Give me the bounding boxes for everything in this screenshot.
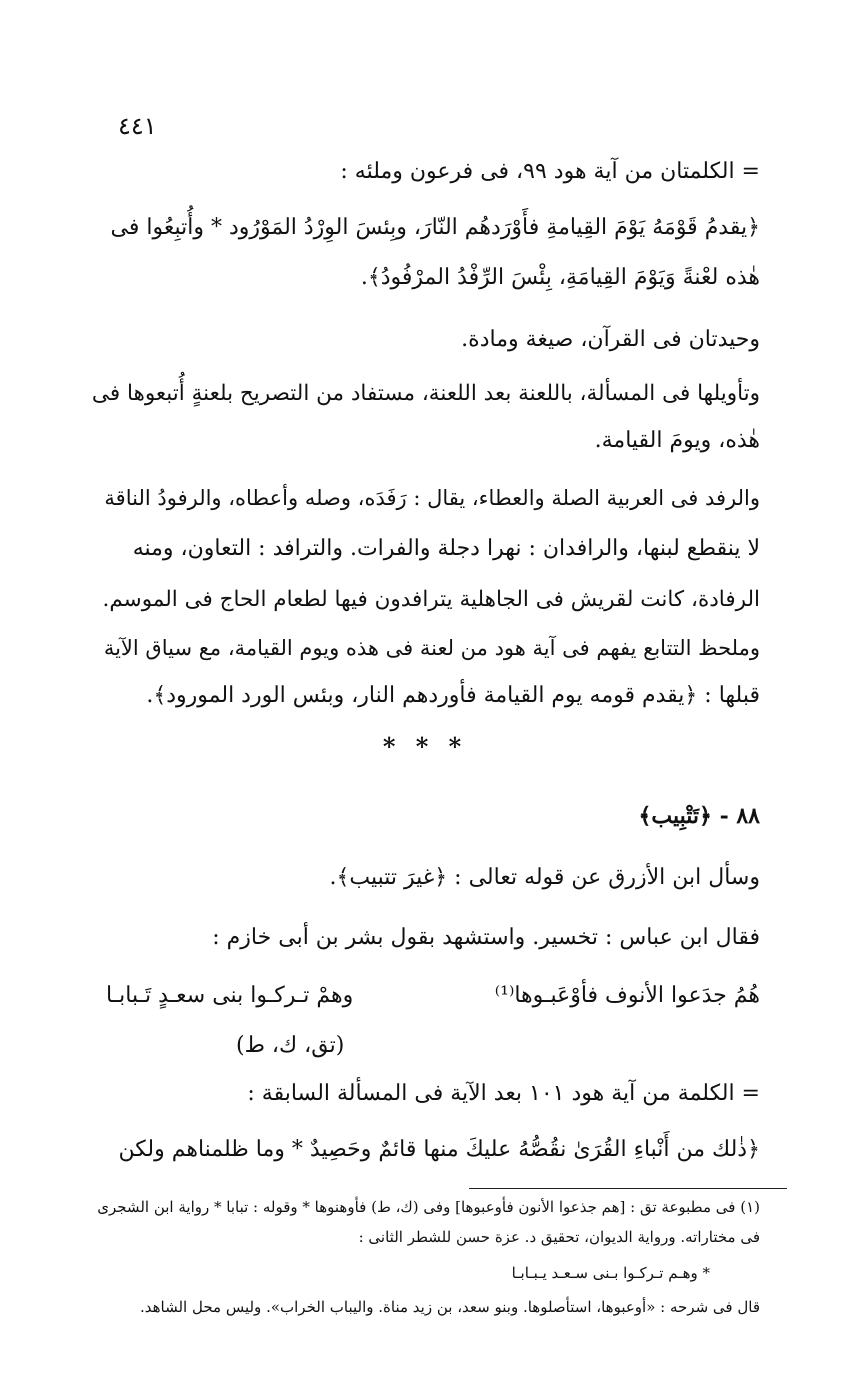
footnote-separator: [469, 1188, 787, 1189]
text-line-5: وتأويلها فى المسألة، باللعنة بعد اللعنة، مستفاد من التصريح بلعنةٍ أُتبعوها فى: [91, 381, 760, 406]
section-divider-stars: * * *: [382, 732, 468, 761]
text-line-6: هٰذه، ويومَ القيامة.: [594, 428, 760, 453]
text-line-1: = الكلمتان من آية هود ٩٩، فى فرعون وملئه :: [340, 159, 760, 184]
text-line-7: والرفد فى العربية الصلة والعطاء، يقال : رَفَدَه، وصله وأعطاه، والرفودُ الناقة: [104, 486, 760, 510]
text-line-13: وسأل ابن الأزرق عن قوله تعالى : ﴿غيرَ تتبيب﴾.: [329, 865, 760, 890]
page-number: ٤٤١: [118, 112, 157, 140]
text-line-9: الرفادة، كانت لقريش فى الجاهلية يترافدون فيها لطعام الحاج فى الموسم.: [102, 587, 760, 612]
verse-hemistich-right: هُمُ جدَعوا الأنوف فأوْعَبـوها⁽¹⁾: [494, 983, 760, 1008]
text-line-3: هٰذه لعْنةً وَيَوْمَ القِيامَةِ، بِئْسَ الرِّفْدُ المرْفُودُ﴾.: [360, 265, 760, 290]
footnote-line-2: فى مختاراته. ورواية الديوان، تحقيق د. عزة حسن للشطر الثانى :: [358, 1228, 760, 1246]
text-line-14: فقال ابن عباس : تخسير. واستشهد بقول بشر بن أبى خازم :: [212, 925, 760, 950]
entry-heading: ٨٨ - ﴿تَتْبِيب﴾: [638, 803, 760, 829]
footnote-line-1: (١) فى مطبوعة تق : [هم جذعوا الأنون فأوعبوها] وفى (ك، ط) فأوهنوها * وقوله : تبابا * رواية ابن الشجرى: [97, 1198, 760, 1216]
text-line-10: وملحظ التتابع يفهم فى آية هود من لعنة فى هذه ويوم القيامة، مع سياق الآية: [103, 636, 760, 660]
verse-hemistich-left: وهمْ تـركـوا بنى سعـدٍ تَـبابـا: [106, 983, 354, 1008]
text-line-2: ﴿يقدمُ قَوْمَهُ يَوْمَ القِيامةِ فأَوْرَدهُم النّارَ، وبِئسَ الوِرْدُ المَوْرُود * وأُتبِعُوا فى: [110, 215, 760, 240]
footnote-line-3: * وهـم تـركـوا بـنى سـعـد يـبـابـا: [511, 1264, 710, 1282]
text-line-17: = الكلمة من آية هود ١٠١ بعد الآية فى المسألة السابقة :: [247, 1081, 760, 1106]
text-line-4: وحيدتان فى القرآن، صيغة ومادة.: [461, 327, 760, 352]
text-line-11: قبلها : ﴿يقدم قومه يوم القيامة فأوردهم النار، وبئس الورد المورود﴾.: [146, 683, 760, 708]
source-sigla: (تق، ك، ط): [236, 1033, 345, 1058]
text-line-18: ﴿ذٰلك من أَنْباءِ القُرَىٰ نقُصُّهُ عليكَ منها قائمٌ وحَصِيدٌ * وما ظلمناهم ولكن: [118, 1137, 760, 1162]
footnote-line-4: قال فى شرحه : «أوعبوها، استأصلوها. وبنو سعد، بن زيد مناة. واليباب الخراب». وليس محل الشاهد.: [139, 1298, 760, 1316]
text-line-8: لا ينقطع لبنها، والرافدان : نهرا دجلة والفرات. والترافد : التعاون، ومنه: [132, 536, 760, 561]
